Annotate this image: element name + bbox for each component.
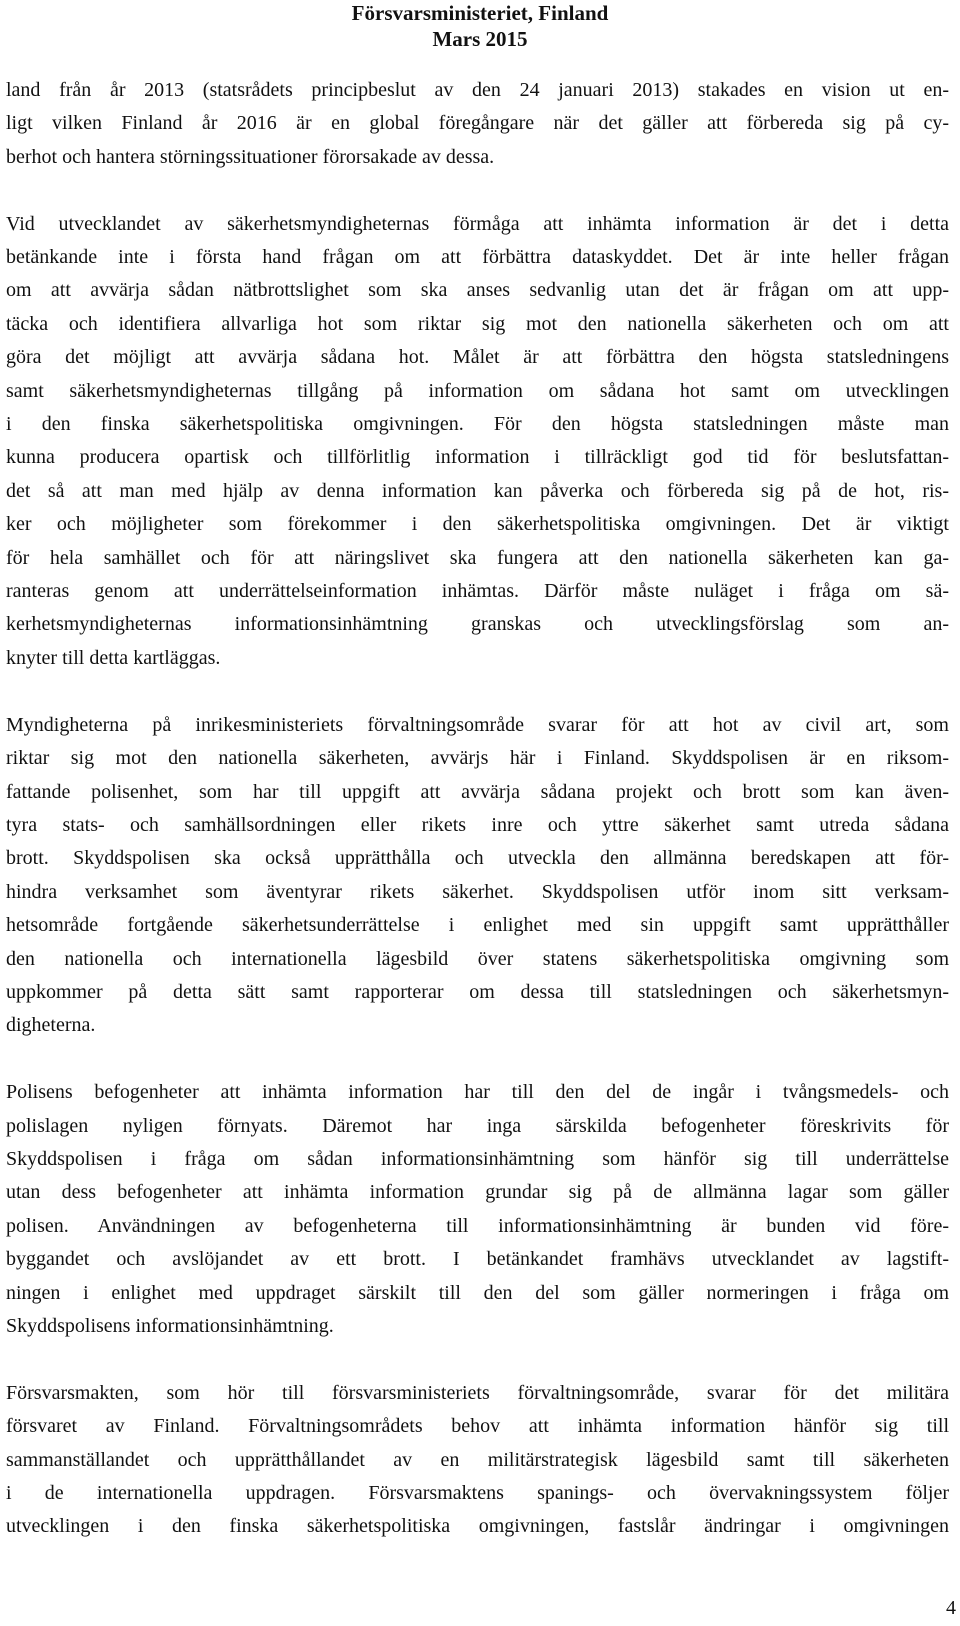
paragraph-line: ker och möjligheter som förekommer i den säkerhetspolitiska omgivningen. Det är viktigt bbox=[6, 513, 949, 536]
paragraph bbox=[6, 1377, 949, 1544]
paragraph-line: polisen. Användningen av befogenheterna till informationsinhämtning är bunden vid före- bbox=[6, 1214, 949, 1237]
paragraph-line: ningen i enlighet med uppdraget särskilt till den del som gäller normeringen i fråga om bbox=[6, 1281, 949, 1304]
paragraph-line: fattande polisenhet, som har till uppgift att avvärja sådana projekt och brott som kan även- bbox=[6, 780, 949, 803]
paragraph-line: täcka och identifiera allvarliga hot som riktar sig mot den nationella säkerheten och om att bbox=[6, 312, 949, 335]
header-organization: Försvarsministeriet, Finland bbox=[351, 1, 609, 25]
paragraph-line: i de internationella uppdragen. Försvarsmaktens spanings- och övervakningssystem följer bbox=[6, 1482, 949, 1504]
paragraph-line: brott. Skyddspolisen ska också upprätthålla och utveckla den allmänna beredskapen att för- bbox=[6, 847, 949, 870]
paragraph-line: sammanställandet och upprätthållandet av en militärstrategisk lägesbild samt till säkerheten bbox=[6, 1448, 949, 1471]
paragraph-line: det så att man med hjälp av denna information kan påverka och förbereda sig på de hot, ris- bbox=[6, 479, 949, 502]
page-header bbox=[0, 0, 960, 52]
paragraph-line: göra det möjligt att avvärja sådana hot. Målet är att förbättra den högsta statsledningens bbox=[6, 346, 949, 369]
paragraph-line: hindra verksamhet som äventyrar rikets säkerhet. Skyddspolisen utför inom sitt verksam- bbox=[6, 880, 949, 903]
paragraph bbox=[6, 1076, 949, 1343]
paragraph-line: Vid utvecklandet av säkerhetsmyndigheternas förmåga att inhämta information är det i detta bbox=[6, 212, 949, 235]
paragraph-line: den nationella och internationella lägesbild över statens säkerhetspolitiska omgivning som bbox=[6, 947, 949, 970]
paragraph-line: för hela samhället och för att näringslivet ska fungera att den nationella säkerheten kan ga- bbox=[6, 546, 949, 569]
paragraph-line: Skyddspolisen i fråga om sådan informationsinhämtning som hänför sig till underrättelse bbox=[6, 1147, 949, 1170]
paragraph-line: riktar sig mot den nationella säkerheten, avvärjs här i Finland. Skyddspolisen är en riksom- bbox=[6, 747, 949, 770]
paragraph-line: Polisens befogenheter att inhämta information har till den del de ingår i tvångsmedels- och bbox=[6, 1081, 949, 1104]
paragraph-line: polislagen nyligen förnyats. Däremot har inga särskilda befogenheter föreskrivits för bbox=[6, 1114, 949, 1137]
paragraph-line: i den finska säkerhetspolitiska omgivningen. För den högsta statsledningen måste man bbox=[6, 413, 949, 436]
paragraph-line: kerhetsmyndigheternas informationsinhämtning granskas och utvecklingsförslag som an- bbox=[6, 613, 949, 636]
paragraph bbox=[6, 74, 949, 174]
paragraph-line: uppkommer på detta sätt samt rapporterar om dessa till statsledningen och säkerhetsmyn- bbox=[6, 980, 949, 1003]
paragraph-line: hetsområde fortgående säkerhetsunderrättelse i enlighet med sin uppgift samt upprätthåller bbox=[6, 914, 949, 937]
paragraph-line: knyter till detta kartläggas. bbox=[6, 646, 221, 669]
paragraph-line: byggandet och avslöjandet av ett brott. I betänkandet framhävs utvecklandet av lagstift- bbox=[6, 1248, 949, 1271]
body-text bbox=[6, 74, 949, 1577]
paragraph-line: Försvarsmakten, som hör till försvarsministeriets förvaltningsområde, svarar för det militära bbox=[6, 1381, 949, 1404]
paragraph-line: om att avvärja sådan nätbrottslighet som ska anses sedvanlig utan det är frågan om att upp- bbox=[6, 279, 949, 302]
paragraph-line: Skyddspolisens informationsinhämtning. bbox=[6, 1314, 334, 1337]
paragraph-line: betänkande inte i första hand frågan om att förbättra dataskyddet. Det är inte heller frågan bbox=[6, 246, 949, 269]
paragraph bbox=[6, 208, 949, 676]
paragraph-line: utan dess befogenheter att inhämta information grundar sig på de allmänna lagar som gäller bbox=[6, 1181, 949, 1204]
page-number: 4 bbox=[946, 1597, 956, 1619]
paragraph-line: kunna producera opartisk och tillförlitlig information i tillräckligt god tid för beslutsfattan- bbox=[6, 446, 949, 469]
paragraph-line: försvaret av Finland. Förvaltningsområdets behov att inhämta information hänför sig till bbox=[6, 1415, 949, 1438]
paragraph-line: land från år 2013 (statsrådets principbeslut av den 24 januari 2013) stakades en vision ut en- bbox=[6, 79, 949, 101]
paragraph-line: utvecklingen i den finska säkerhetspolitiska omgivningen, fastslår ändringar i omgivningen bbox=[6, 1515, 949, 1538]
header-date: Mars 2015 bbox=[432, 27, 528, 51]
paragraph-line: ligt vilken Finland år 2016 är en global föregångare när det gäller att förbereda sig på cy- bbox=[6, 112, 949, 135]
paragraph bbox=[6, 709, 949, 1043]
paragraph-line: ranteras genom att underrättelseinformation inhämtas. Därför måste nuläget i fråga om sä- bbox=[6, 580, 949, 603]
paragraph-line: Myndigheterna på inrikesministeriets förvaltningsområde svarar för att hot av civil art, som bbox=[6, 713, 949, 736]
paragraph-line: digheterna. bbox=[6, 1014, 96, 1037]
paragraph-line: berhot och hantera störningssituationer förorsakade av dessa. bbox=[6, 145, 495, 168]
paragraph-line: samt säkerhetsmyndigheternas tillgång på information om sådana hot samt om utvecklingen bbox=[6, 379, 949, 402]
paragraph-line: tyra stats- och samhällsordningen eller rikets inre och yttre säkerhet samt utreda sådana bbox=[6, 813, 949, 836]
